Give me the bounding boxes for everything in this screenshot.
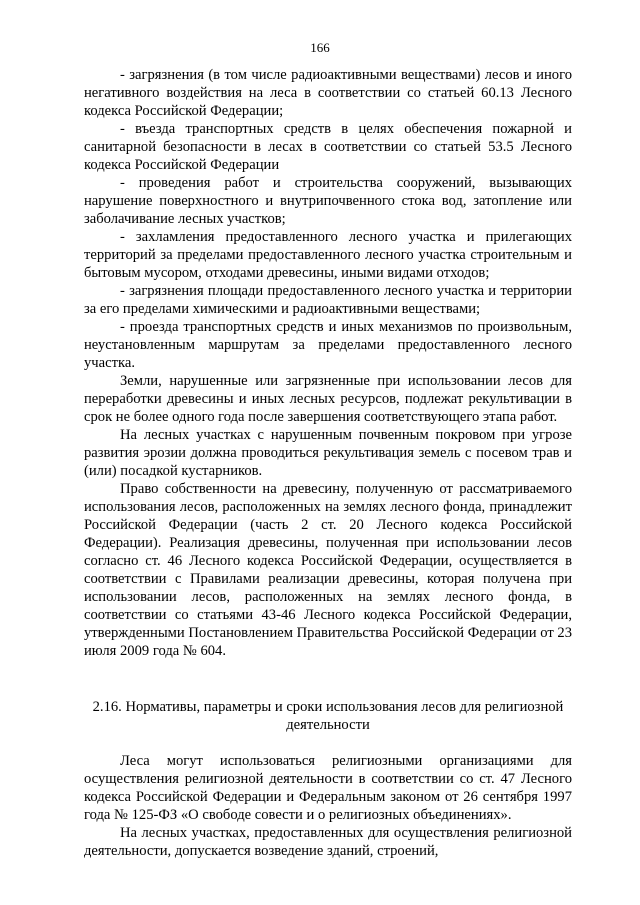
list-item: - проезда транспортных средств и иных механизмов по произвольным, неустановленным маршрутам за пределами предоставленного лесного участка. — [84, 319, 572, 371]
page-body — [84, 66, 572, 860]
list-item: - загрязнения (в том числе радиоактивными веществами) лесов и иного негативного воздействия на леса в соответствии со статьей 60.13 Лесного кодекса Российской Федерации; — [84, 67, 572, 119]
section-heading: 2.16. Нормативы, параметры и сроки использования лесов для религиозной деятельности — [92, 699, 564, 733]
list-item: - загрязнения площади предоставленного лесного участка и территории за его пределами химическими и радиоактивными веществами; — [84, 283, 572, 317]
paragraph-religious-use: Леса могут использоваться религиозными организациями для осуществления религиозной деятельности в соответствии со ст. 47 Лесного кодекса Российской Федерации и Федеральным законом от 26 сентября 1997 года № 125-ФЗ «О свободе совести и о религиозных объединениях». — [84, 753, 572, 823]
list-item: - въезда транспортных средств в целях обеспечения пожарной и санитарной безопасности в лесах в соответствии со статьей 53.5 Лесного кодекса Российской Федерации — [84, 121, 572, 173]
paragraph-buildings: На лесных участках, предоставленных для осуществления религиозной деятельности, допускается возведение зданий, строений, — [84, 825, 572, 859]
list-item: - захламления предоставленного лесного участка и прилегающих территорий за пределами предоставленного лесного участка строительным и бытовым мусором, отходами древесины, иными видами отходов; — [84, 229, 572, 281]
page-number: 166 — [310, 40, 330, 55]
paragraph-land-reclamation: Земли, нарушенные или загрязненные при использовании лесов для переработки древесины и иных лесных ресурсов, подлежат рекультивации в срок не более одного года после завершения соответствующего этапа работ. — [84, 373, 572, 425]
paragraph-wood-ownership: Право собственности на древесину, полученную от рассматриваемого использования лесов, расположенных на землях лесного фонда, принадлежит Российской Федерации (часть 2 ст. 20 Лесного кодекса Российской Федерации). Реализация древесины, полученная при использовании лесов согласно ст. 46 Лесного кодекса Российской Федерации, осуществляется в соответствии с Правилами реализации древесины, которая получена при использовании лесов, расположенных на землях лесного фонда, в соответствии со статьями 43-46 Лесного кодекса Российской Федерации, утвержденными Постановлением Правительства Российской Федерации от 23 июля 2009 года № 604. — [84, 481, 572, 659]
paragraph-erosion: На лесных участках с нарушенным почвенным покровом при угрозе развития эрозии должна проводиться рекультивация земель с посевом трав и (или) посадкой кустарников. — [84, 427, 572, 479]
list-item: - проведения работ и строительства сооружений, вызывающих нарушение поверхностного и внутрипочвенного стока вод, затопление или заболачивание лесных участков; — [84, 175, 572, 227]
